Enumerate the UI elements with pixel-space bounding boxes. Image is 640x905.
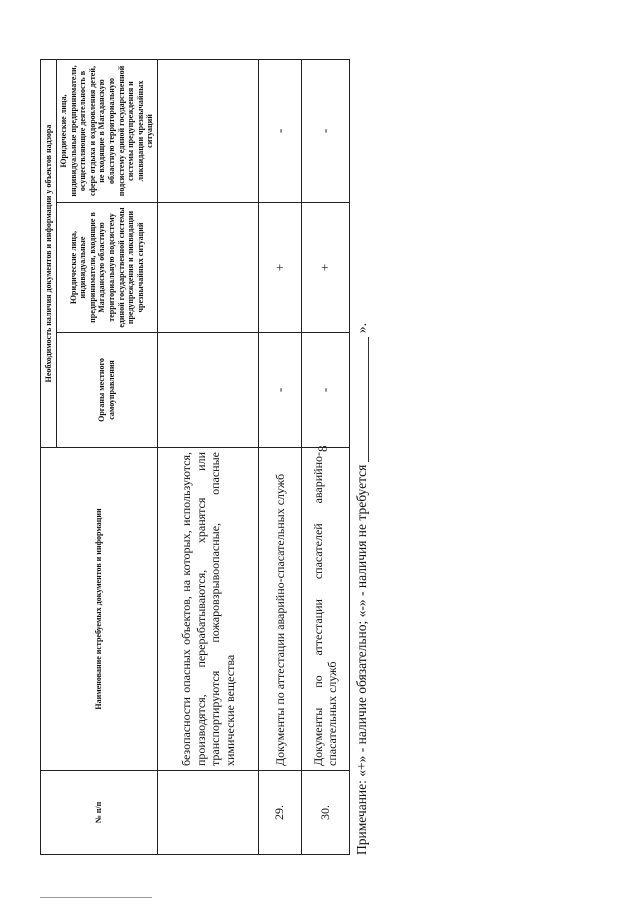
row-number bbox=[157, 771, 258, 855]
header-legal-in-subsystem: Юридические лица, индивидуальные предприниматели, входящие в Магаданскую областную территориальную подсистему единой государственной системы предупреждения и ликвидации чрезвычайных ситуаций bbox=[57, 203, 158, 333]
row-legal-in-mark: + bbox=[301, 203, 349, 333]
row-legal-in-mark bbox=[157, 203, 258, 333]
row-local-mark: - bbox=[301, 333, 349, 448]
row-legal-out-mark bbox=[157, 60, 258, 203]
row-name: Документы по аттестации аварийно-спасательных служб bbox=[259, 448, 302, 771]
row-number: 29. bbox=[259, 771, 302, 855]
closing-line bbox=[354, 323, 369, 462]
row-name: безопасности опасных объектов, на которых, используются, производятся, перерабатываются, хранятся или транспортируются пожаровзрывоопасные, опасные химические вещества bbox=[157, 448, 258, 771]
closing-quote: ». bbox=[354, 323, 369, 334]
table-row bbox=[157, 60, 258, 855]
row-legal-out-mark: - bbox=[301, 60, 349, 203]
row-local-mark: - bbox=[259, 333, 302, 448]
row-legal-out-mark: - bbox=[259, 60, 302, 203]
header-group: Необходимость наличия документов и информации у объектов надзора bbox=[41, 60, 57, 448]
table-row bbox=[301, 60, 349, 855]
footer-rule bbox=[40, 897, 152, 898]
header-legal-out-subsystem: Юридические лица, индивидуальные предприниматели, осуществляющие деятельность в сфере отдыха и оздоровления детей, не входящие в Магаданскую областную территориальную подсистему единой государственной системы предупреждения и ликвидации чрезвычайных ситуаций bbox=[57, 60, 158, 203]
header-number: № п/п bbox=[41, 771, 158, 855]
row-number: 30. bbox=[301, 771, 349, 855]
row-local-mark bbox=[157, 333, 258, 448]
header-local-government: Органы местного самоуправления bbox=[57, 333, 158, 448]
footnote: Примечание: «+» - наличие обязательно; «-» - наличия не требуется bbox=[354, 464, 369, 855]
row-name: Документы по аттестации спасателей аварийно-спасательных служб bbox=[301, 448, 349, 771]
page-number: 8 bbox=[315, 445, 330, 452]
header-name: Наименование истребуемых документов и информации bbox=[41, 448, 158, 771]
table-row bbox=[259, 60, 302, 855]
row-legal-in-mark: + bbox=[259, 203, 302, 333]
requirements-table bbox=[40, 59, 350, 855]
rotated-page-content bbox=[40, 52, 390, 855]
